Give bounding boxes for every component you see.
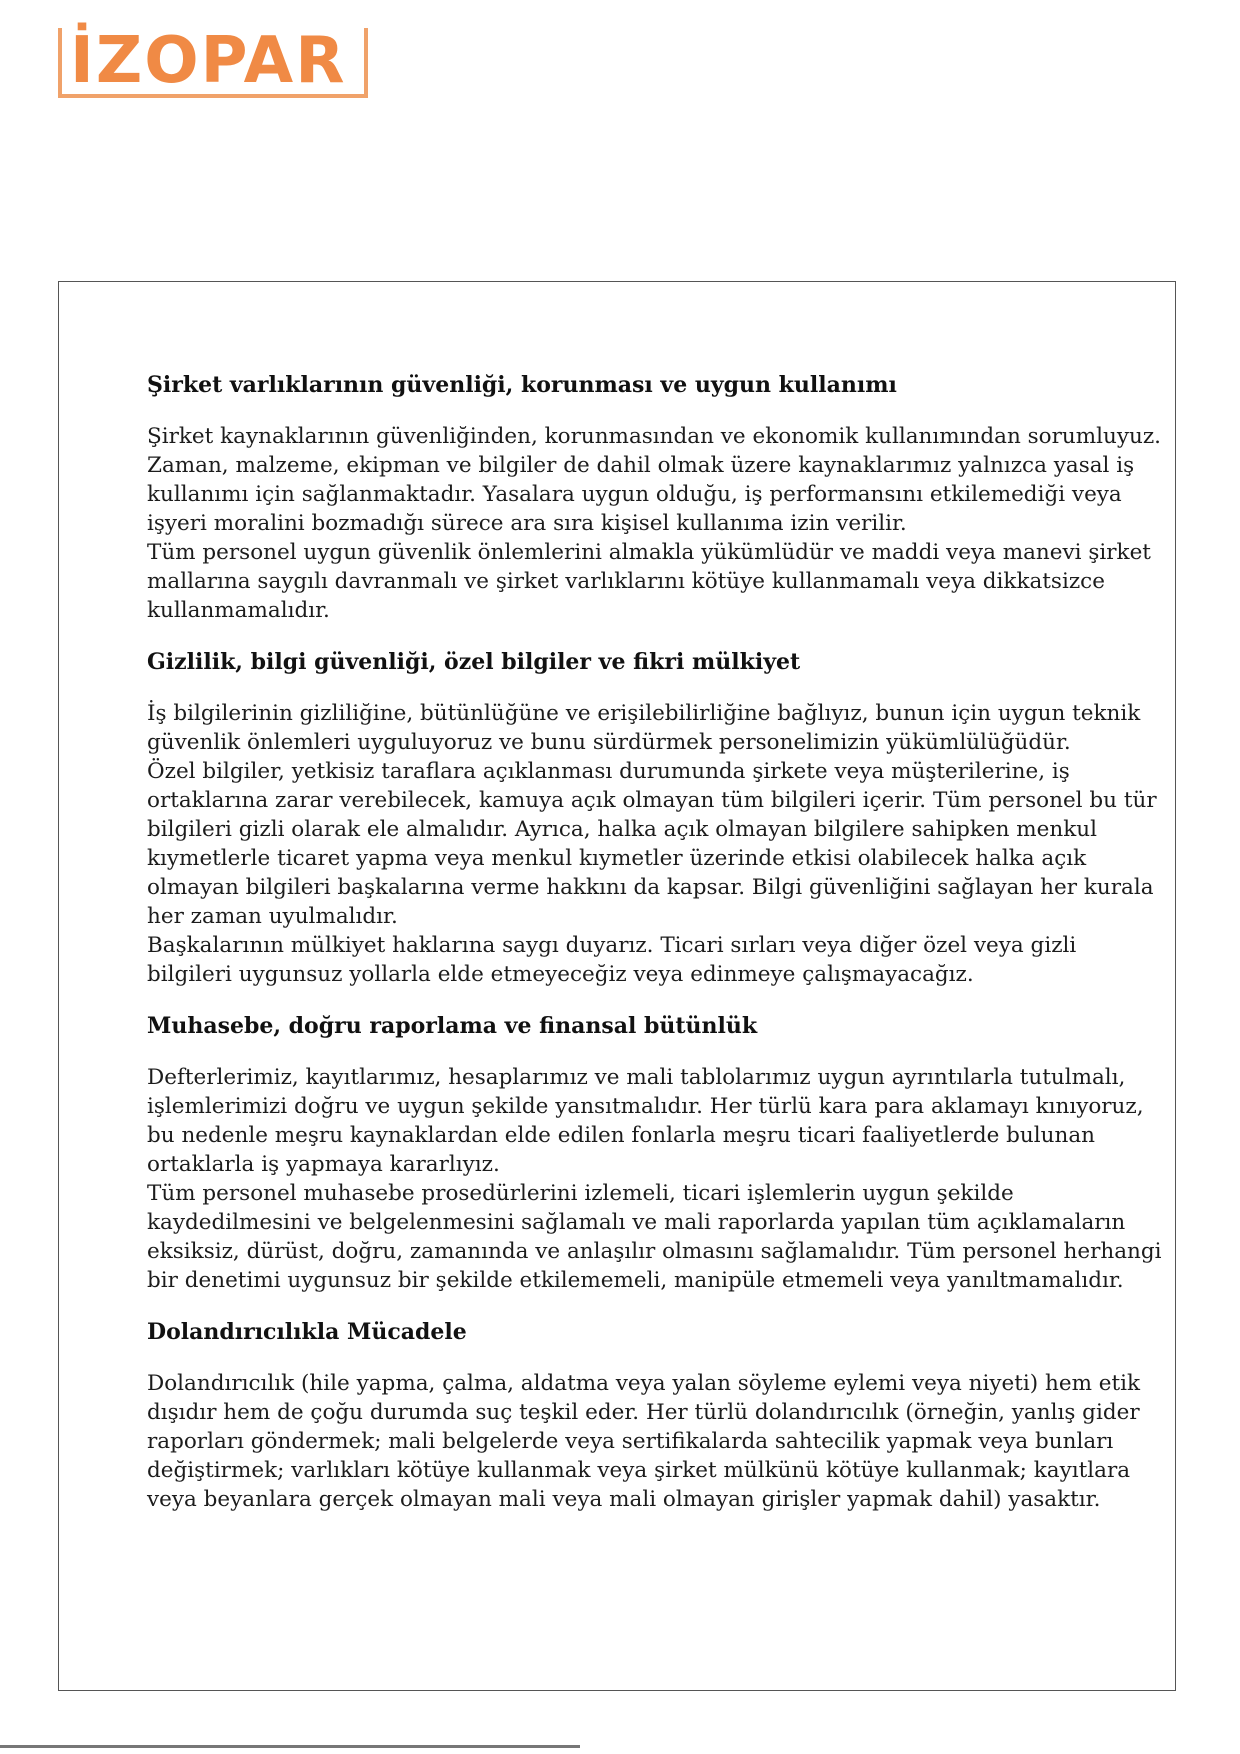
section-title: Dolandırıcılıkla Mücadele bbox=[147, 1319, 467, 1345]
section-title: Şirket varlıklarının güvenliği, korunması ve uygun kullanımı bbox=[147, 372, 897, 398]
company-logo bbox=[58, 24, 368, 98]
document-body bbox=[147, 370, 1167, 1536]
section-assets bbox=[147, 370, 1167, 625]
paragraph: Tüm personel muhasebe prosedürlerini izlemeli, ticari işlemlerin uygun şekilde kaydedilmesini ve belgelenmesini sağlamalı ve mali raporlarda yapılan tüm açıklamaların eksiksiz, dürüst, doğru, zamanında ve anlaşılır olmasını sağlamalıdır. Tüm personel herhangi bir denetimi uygunsuz bir şekilde etkilememeli, manipüle etmemeli veya yanıltmamalıdır. bbox=[147, 1181, 1162, 1293]
paragraph: İş bilgilerinin gizliliğine, bütünlüğüne ve erişilebilirliğine bağlıyız, bunun için uygun teknik güvenlik önlemleri uyguluyoruz ve bunu sürdürmek personelimizin yükümlülüğüdür. bbox=[147, 701, 1141, 755]
section-title: Gizlilik, bilgi güvenliği, özel bilgiler ve fikri mülkiyet bbox=[147, 649, 801, 675]
paragraph: Şirket kaynaklarının güvenliğinden, korunmasından ve ekonomik kullanımından sorumluyuz. Zaman, malzeme, ekipman ve bilgiler de dahil olmak üzere kaynaklarımız yalnızca yasal iş kullanımı için sağlanmaktadır. Yasalara uygun olduğu, iş performansını etkilemediği veya işyeri moralini bozmadığı sürece ara sıra kişisel kullanıma izin verilir. bbox=[147, 424, 1162, 536]
paragraph: Özel bilgiler, yetkisiz taraflara açıklanması durumunda şirkete veya müşterilerine, iş ortaklarına zarar verebilecek, kamuya açık olmayan tüm bilgileri içerir. Tüm personel bu tür bilgileri gizli olarak ele almalıdır. Ayrıca, halka açık olmayan bilgilere sahipken menkul kıymetlerle ticaret yapma veya menkul kıymetler üzerinde etkisi olabilecek halka açık olmayan bilgileri başkalarına verme hakkını da kapsar. Bilgi güvenliğini sağlayan her kurala her zaman uyulmalıdır. bbox=[147, 759, 1157, 929]
section-confidentiality bbox=[147, 647, 1167, 989]
paragraph: Başkalarının mülkiyet haklarına saygı duyarız. Ticari sırları veya diğer özel veya gizli bilgileri uygunsuz yollarla elde etmeyeceğiz veya edinmeye çalışmayacağız. bbox=[147, 933, 1077, 987]
logo-right-bar bbox=[364, 28, 368, 98]
page-bottom-divider bbox=[0, 1745, 580, 1748]
paragraph: Defterlerimiz, kayıtlarımız, hesaplarımız ve mali tablolarımız uygun ayrıntılarla tutulmalı, işlemlerimizi doğru ve uygun şekilde yansıtmalıdır. Her türlü kara para aklamayı kınıyoruz, bu nedenle meşru kaynaklardan elde edilen fonlarla meşru ticari faaliyetlerde bulunan ortaklarla iş yapmaya kararlıyız. bbox=[147, 1065, 1144, 1177]
paragraph: Tüm personel uygun güvenlik önlemlerini almakla yükümlüdür ve maddi veya manevi şirket mallarına saygılı davranmalı ve şirket varlıklarını kötüye kullanmamalı veya dikkatsizce kullanmamalıdır. bbox=[147, 540, 1151, 623]
section-fraud bbox=[147, 1317, 1167, 1514]
section-accounting bbox=[147, 1011, 1167, 1295]
paragraph: Dolandırıcılık (hile yapma, çalma, aldatma veya yalan söyleme eylemi veya niyeti) hem etik dışıdır hem de çoğu durumda suç teşkil eder. Her türlü dolandırıcılık (örneğin, yanlış gider raporları göndermek; mali belgelerde veya sertifikalarda sahtecilik yapmak veya bunları değiştirmek; varlıkları kötüye kullanmak veya şirket mülkünü kötüye kullanmak; kayıtlara veya beyanlara gerçek olmayan mali veya mali olmayan girişler yapmak dahil) yasaktır. bbox=[147, 1371, 1141, 1512]
logo-text: İZOPAR bbox=[70, 24, 347, 98]
logo-left-bar bbox=[58, 28, 62, 98]
section-title: Muhasebe, doğru raporlama ve finansal bütünlük bbox=[147, 1013, 758, 1039]
